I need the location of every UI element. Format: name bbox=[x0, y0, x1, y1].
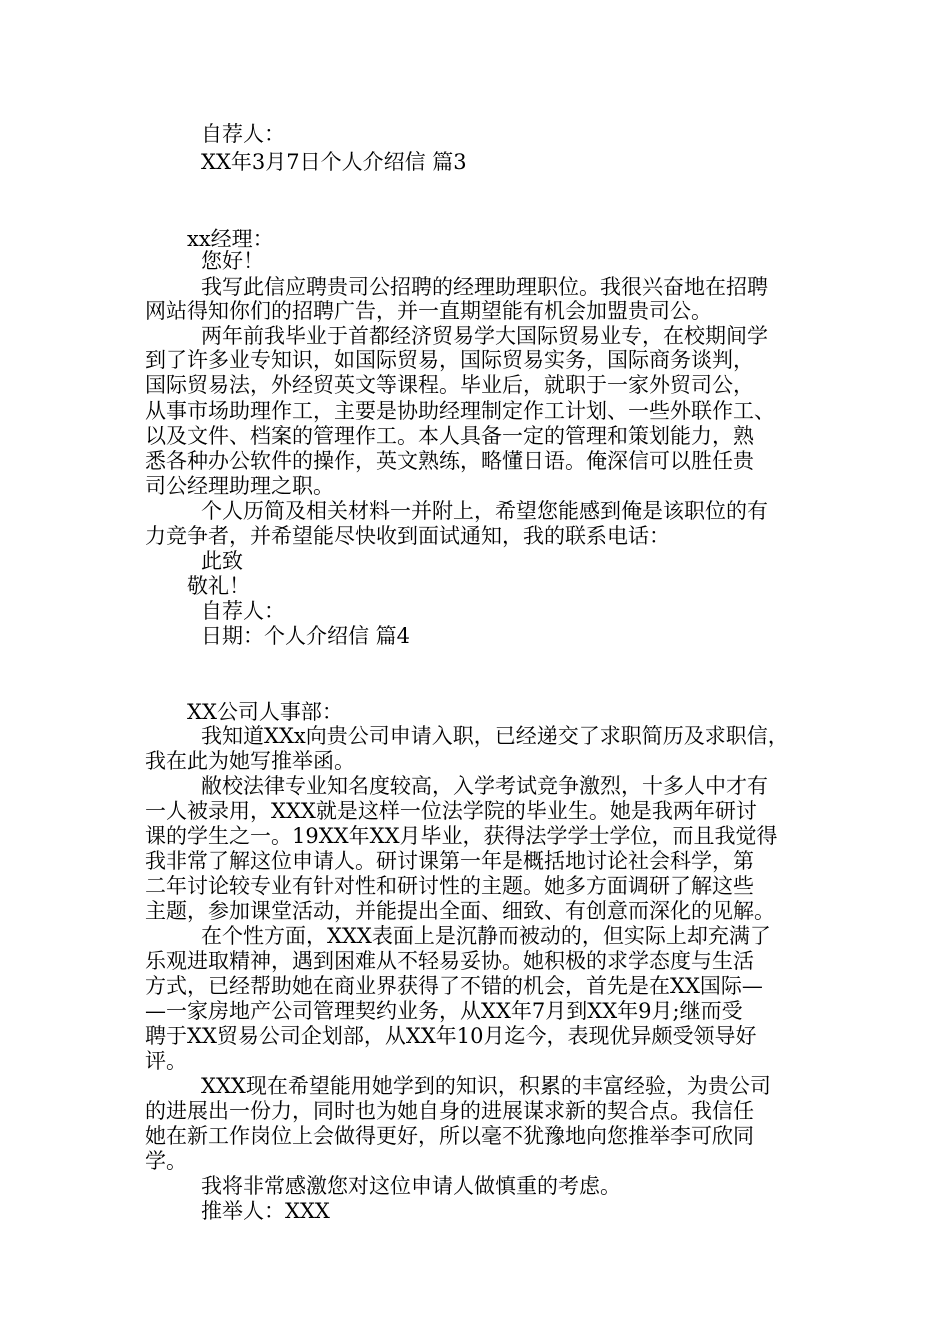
paragraph-line: 力竞争者，并希望能尽快收到面试通知，我的联系电话： bbox=[145, 524, 670, 548]
paragraph-line: 方式，已经帮助她在商业界获得了不错的机会，首先是在XX国际— bbox=[145, 974, 763, 998]
paragraph-line: 到了许多业专知识，如国际贸易，国际贸易实务，国际商务谈判， bbox=[145, 348, 754, 372]
paragraph-line: 评。 bbox=[145, 1049, 187, 1073]
paragraph-line: 敝校法律专业知名度较高，入学考试竞争激烈，十多人中才有 bbox=[201, 774, 768, 798]
signer-line: 自荐人： bbox=[201, 599, 285, 623]
paragraph-line: XXX现在希望能用她学到的知识，积累的丰富经验，为贵公司 bbox=[201, 1074, 771, 1098]
greeting: 您好！ bbox=[201, 249, 264, 273]
signer-line: 推举人：XXX bbox=[201, 1199, 330, 1223]
paragraph-line: 她在新工作岗位上会做得更好，所以毫不犹豫地向您推举李可欣同 bbox=[145, 1124, 754, 1148]
paragraph-line: 课的学生之一。19XX年XX月毕业，获得法学学士学位，而且我觉得 bbox=[145, 824, 778, 848]
paragraph-line: 主题，参加课堂活动，并能提出全面、细致、有创意而深化的见解。 bbox=[145, 899, 775, 923]
paragraph-line: 司公经理助理之职。 bbox=[145, 474, 334, 498]
paragraph-line: —一家房地产公司管理契约业务，从XX年7月到XX年9月;继而受 bbox=[145, 999, 743, 1023]
paragraph-line: 二年讨论较专业有针对性和研讨性的主题。她多方面调研了解这些 bbox=[145, 874, 754, 898]
paragraph-line: 以及文件、档案的管理作工。本人具备一定的管理和策划能力，熟 bbox=[145, 424, 754, 448]
paragraph-line: 聘于XX贸易公司企划部，从XX年10月迄今，表现优异颇受领导好 bbox=[145, 1024, 757, 1048]
paragraph-line: 两年前我毕业于首都经济贸易学大国际贸易业专，在校期间学 bbox=[201, 324, 768, 348]
paragraph-line: 的进展出一份力，同时也为她自身的进展谋求新的契合点。我信任 bbox=[145, 1099, 754, 1123]
paragraph-line: 乐观进取精神，遇到困难从不轻易妥协。她积极的求学态度与生活 bbox=[145, 949, 754, 973]
section-heading: XX年3月7日个人介绍信 篇3 bbox=[201, 150, 467, 174]
paragraph-line: 一人被录用，XXX就是这样一位法学院的毕业生。她是我两年研讨 bbox=[145, 799, 757, 823]
paragraph-line: 从事市场助理作工，主要是协助经理制定作工计划、一些外联作工、 bbox=[145, 399, 775, 423]
paragraph-line: 个人历简及相关材料一并附上，希望您能感到俺是该职位的有 bbox=[201, 499, 768, 523]
paragraph-line: 在个性方面，XXX表面上是沉静而被动的，但实际上却充满了 bbox=[201, 924, 771, 948]
paragraph-line: 我知道XXx向贵公司申请入职，已经递交了求职简历及求职信， bbox=[201, 724, 789, 748]
closing-line: 此致 bbox=[201, 549, 243, 573]
section-heading: 日期：个人介绍信 篇4 bbox=[201, 624, 411, 648]
paragraph-line: 我写此信应聘贵司公招聘的经理助理职位。我很兴奋地在招聘 bbox=[201, 275, 768, 299]
paragraph-line: 网站得知你们的招聘广告，并一直期望能有机会加盟贵司公。 bbox=[145, 299, 712, 323]
paragraph-line: 悉各种办公软件的操作，英文熟练，略懂日语。俺深信可以胜任贵 bbox=[145, 449, 754, 473]
salutation: xx经理： bbox=[187, 227, 274, 251]
signer-line: 自荐人： bbox=[201, 122, 285, 146]
closing-line: 敬礼！ bbox=[187, 574, 250, 598]
paragraph-line: 我在此为她写推举函。 bbox=[145, 749, 355, 773]
paragraph-line: 国际贸易法，外经贸英文等课程。毕业后，就职于一家外贸司公， bbox=[145, 373, 754, 397]
paragraph-line: 我非常了解这位申请人。研讨课第一年是概括地讨论社会科学，第 bbox=[145, 849, 754, 873]
salutation: XX公司人事部： bbox=[187, 700, 343, 724]
paragraph-line: 我将非常感激您对这位申请人做慎重的考虑。 bbox=[201, 1174, 621, 1198]
paragraph-line: 学。 bbox=[145, 1149, 187, 1173]
